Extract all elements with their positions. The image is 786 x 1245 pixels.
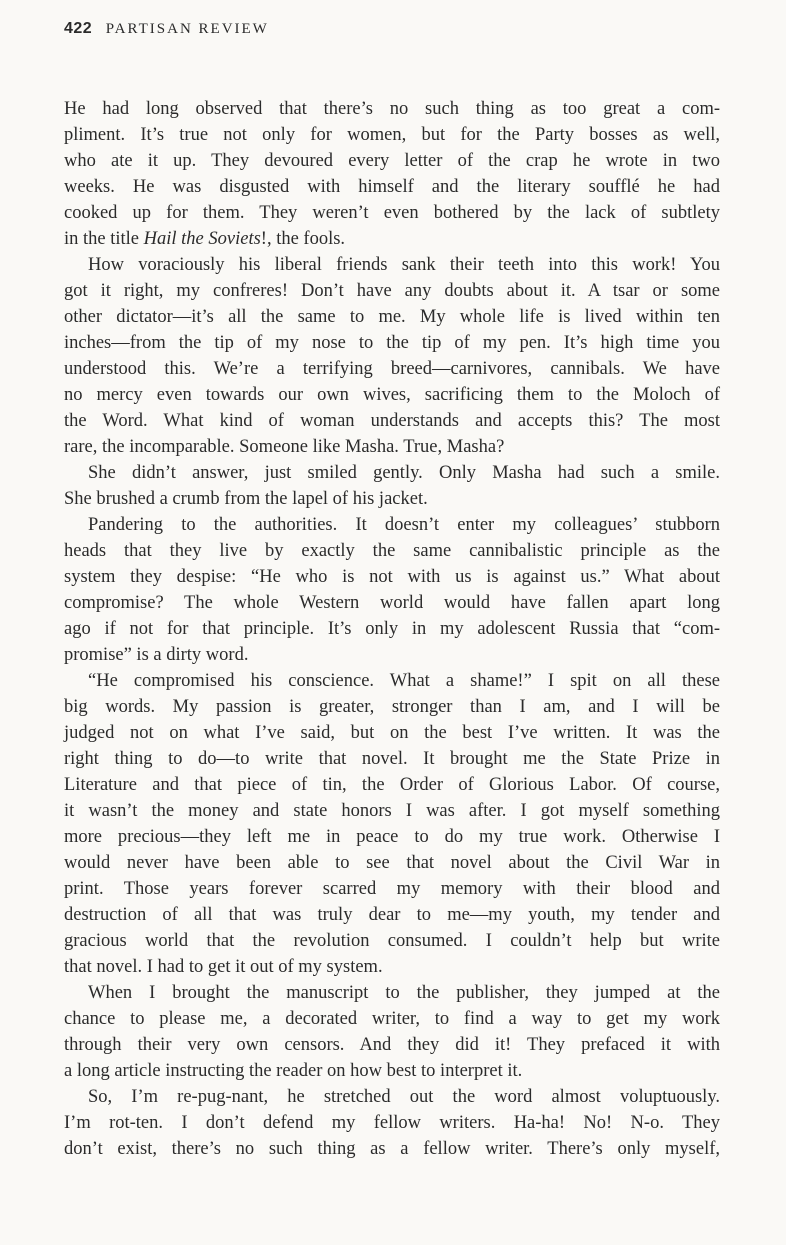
text-line: heads that they live by exactly the same cannibalistic principle as the (64, 541, 720, 561)
text-line: She didn’t answer, just smiled gently. Only Masha had such a smile. (88, 463, 720, 483)
text-line: I’m rot-ten. I don’t defend my fellow writers. Ha-ha! No! N-o. They (64, 1113, 720, 1133)
text-line: got it right, my confreres! Don’t have any doubts about it. A tsar or some (64, 281, 720, 301)
text-line: She brushed a crumb from the lapel of his jacket. (64, 489, 428, 509)
paragraph (64, 252, 720, 460)
text-line: When I brought the manuscript to the publisher, they jumped at the (88, 983, 720, 1003)
text-line: print. Those years forever scarred my memory with their blood and (64, 879, 720, 899)
text-line: Pandering to the authorities. It doesn’t enter my colleagues’ stubborn (88, 515, 720, 535)
page-number: 422 (64, 20, 93, 37)
text-line: gracious world that the revolution consumed. I couldn’t help but write (64, 931, 720, 951)
text-line: right thing to do—to write that novel. It brought me the State Prize in (64, 749, 720, 769)
text-fragment: !, the fools. (260, 229, 346, 249)
paragraph (64, 460, 720, 512)
text-line: through their very own censors. And they did it! They prefaced it with (64, 1035, 720, 1055)
text-line: ago if not for that principle. It’s only in my adolescent Russia that “com- (64, 619, 720, 639)
text-line: inches—from the tip of my nose to the tip of my pen. It’s high time you (64, 333, 720, 353)
book-title-italic: Hail the Soviets (143, 229, 261, 249)
text-line: cooked up for them. They weren’t even bothered by the lack of subtlety (64, 203, 720, 223)
paragraph (64, 668, 720, 980)
text-line: compromise? The whole Western world would have fallen apart long (64, 593, 720, 613)
text-line: no mercy even towards our own wives, sacrificing them to the Moloch of (64, 385, 720, 405)
text-line: more precious—they left me in peace to do my true work. Otherwise I (64, 827, 720, 847)
paragraph (64, 1084, 720, 1162)
text-line: big words. My passion is greater, stronger than I am, and I will be (64, 697, 720, 717)
text-line: “He compromised his conscience. What a shame!” I spit on all these (88, 671, 720, 691)
text-line: judged not on what I’ve said, but on the best I’ve written. It was the (64, 723, 720, 743)
text-line: who ate it up. They devoured every letter of the crap he wrote in two (64, 151, 720, 171)
journal-title: PARTISAN REVIEW (105, 21, 269, 37)
body-text (64, 96, 720, 1162)
text-line: rare, the incomparable. Someone like Masha. True, Masha? (64, 437, 505, 457)
text-line: system they despise: “He who is not with us is against us.” What about (64, 567, 720, 587)
text-line: would never have been able to see that novel about the Civil War in (64, 853, 720, 873)
text-line: understood this. We’re a terrifying breed—carnivores, cannibals. We have (64, 359, 720, 379)
text-line: chance to please me, a decorated writer, to find a way to get my work (64, 1009, 720, 1029)
text-line: How voraciously his liberal friends sank their teeth into this work! You (88, 255, 720, 275)
text-line: that novel. I had to get it out of my system. (64, 957, 383, 977)
text-line: weeks. He was disgusted with himself and the literary soufflé he had (64, 177, 720, 197)
text-line: He had long observed that there’s no such thing as too great a com- (64, 99, 720, 119)
text-line (64, 226, 720, 252)
text-line: Literature and that piece of tin, the Order of Glorious Labor. Of course, (64, 775, 720, 795)
text-line: the Word. What kind of woman understands and accepts this? The most (64, 411, 720, 431)
text-line: a long article instructing the reader on how best to interpret it. (64, 1061, 523, 1081)
text-fragment: in the title (64, 229, 144, 249)
paragraph (64, 980, 720, 1084)
paragraph (64, 512, 720, 668)
text-line: pliment. It’s true not only for women, but for the Party bosses as well, (64, 125, 720, 145)
text-line: So, I’m re-pug-nant, he stretched out the word almost voluptuously. (88, 1087, 720, 1107)
text-line: other dictator—it’s all the same to me. My whole life is lived within ten (64, 307, 720, 327)
paragraph (64, 96, 720, 252)
text-line: it wasn’t the money and state honors I was after. I got myself something (64, 801, 720, 821)
running-head (64, 20, 269, 38)
text-line: promise” is a dirty word. (64, 645, 249, 665)
text-line: destruction of all that was truly dear to me—my youth, my tender and (64, 905, 720, 925)
text-line: don’t exist, there’s no such thing as a fellow writer. There’s only myself, (64, 1139, 720, 1159)
